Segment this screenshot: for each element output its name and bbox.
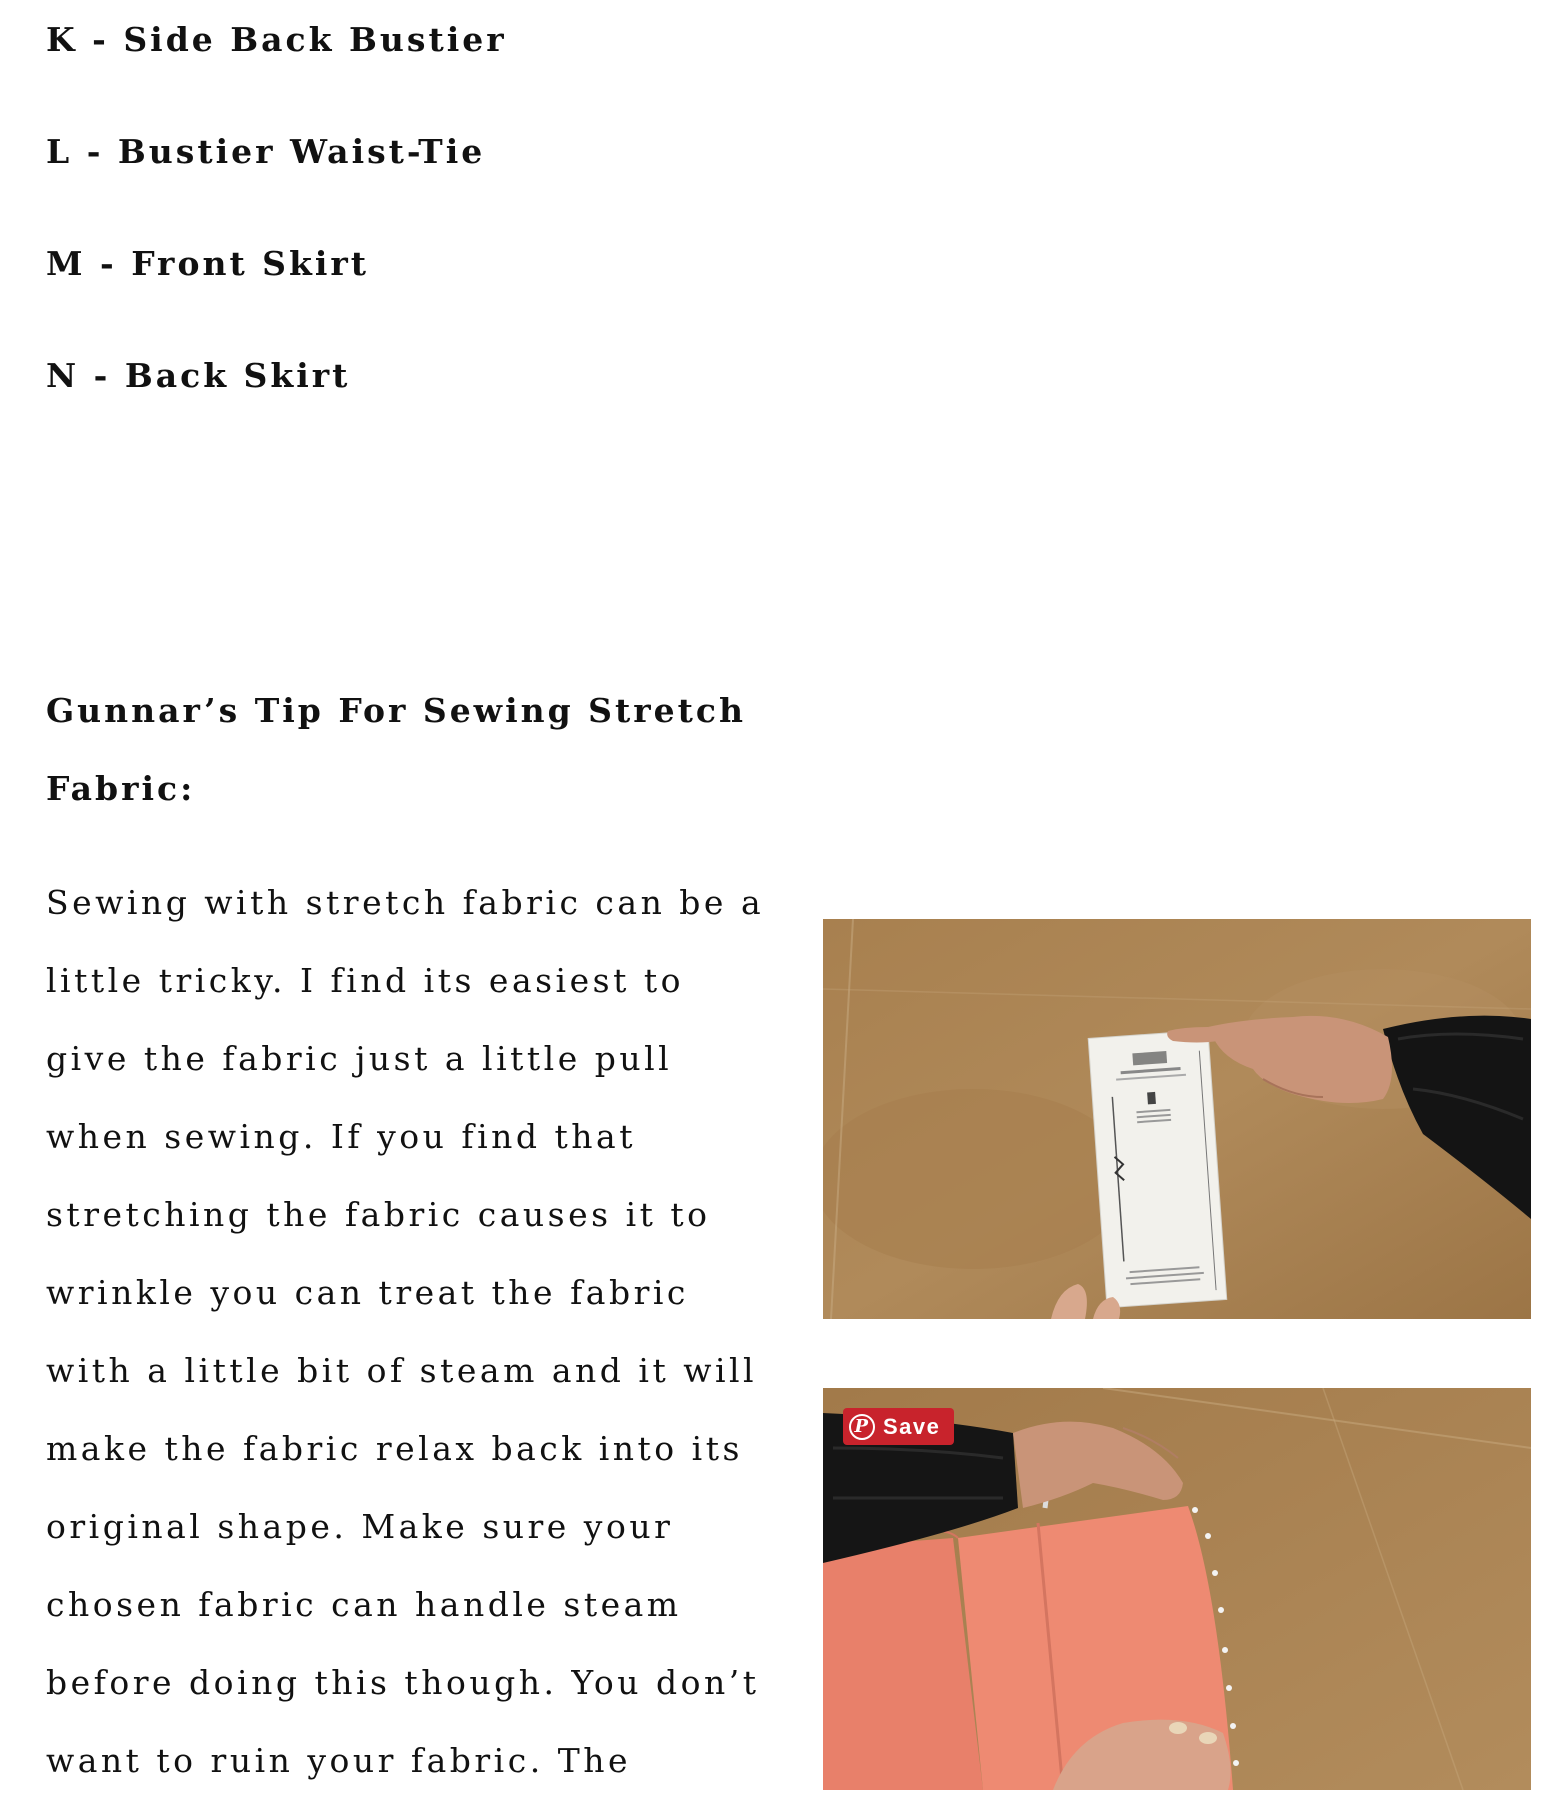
pattern-piece-m: M - Front Skirt	[46, 244, 370, 283]
pinning-fabric-photo-illustration	[823, 1388, 1531, 1790]
tip-heading: Gunnar’s Tip For Sewing Stretch Fabric:	[46, 691, 746, 808]
pattern-piece-k: K - Side Back Bustier	[46, 20, 507, 59]
pattern-piece-photo-illustration	[823, 919, 1531, 1319]
tip-body-text: Sewing with stretch fabric can be a little tricky. I find its easiest to give the fabric just a little pull when sewing. If you find that stretching the fabric causes it to wrinkle you can treat the fabric with a little bit of steam and it will make the fabric relax back into its original shape. Make sure your chosen fabric can handle steam before doing this though. You don’t want to ruin your fabric. The	[46, 883, 765, 1780]
pattern-piece-l: L - Bustier Waist-Tie	[46, 132, 486, 171]
pattern-piece-n: N - Back Skirt	[46, 356, 351, 395]
pinterest-save-label: Save	[883, 1413, 941, 1439]
pattern-piece-photo	[823, 919, 1531, 1319]
pinterest-save-button[interactable]	[843, 1408, 954, 1445]
pinning-fabric-photo	[823, 1388, 1531, 1790]
pinterest-icon: P	[849, 1414, 875, 1440]
